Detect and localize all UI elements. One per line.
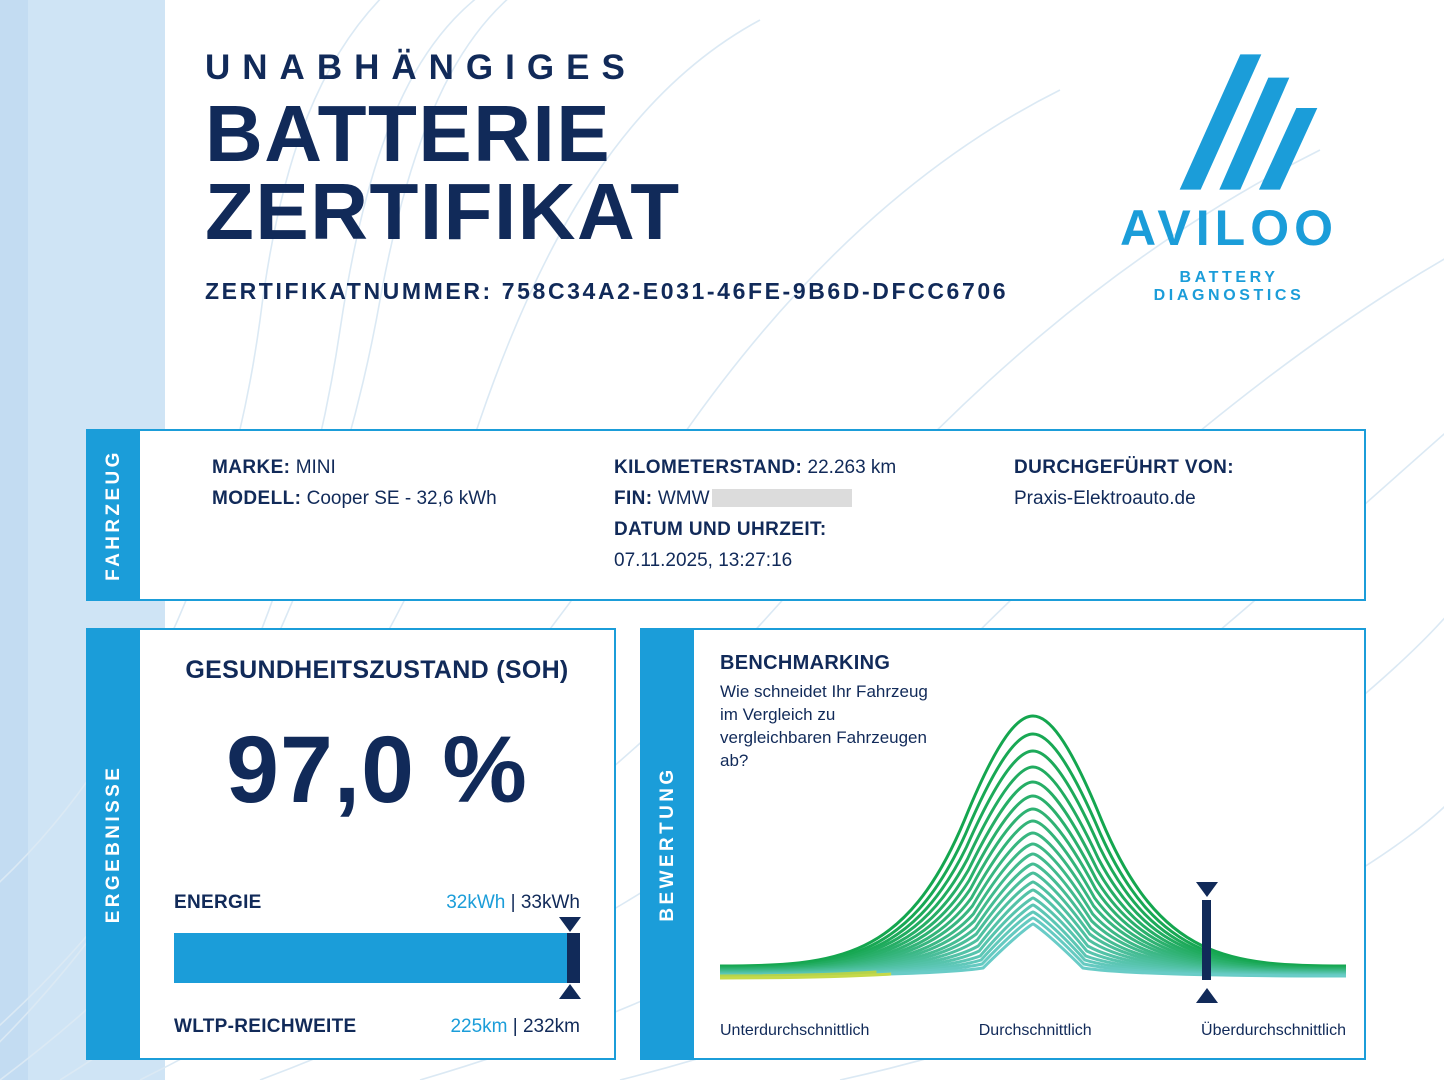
vehicle-odometer-row [614, 457, 896, 479]
vehicle-column-operator [1014, 457, 1234, 510]
vehicle-odometer-label: KILOMETERSTAND: [614, 457, 803, 478]
soh-panel [86, 628, 616, 1060]
energy-metric-row [174, 892, 580, 914]
range-separator: | [512, 1016, 518, 1037]
vehicle-vin-value: WMW [657, 488, 710, 509]
energy-label: ENERGIE [174, 892, 262, 913]
benchmark-axis-right: Überdurchschnittlich [1201, 1022, 1346, 1039]
decorative-left-band-inner [0, 0, 28, 1080]
soh-value: 97,0 % [226, 717, 528, 823]
vehicle-panel-tab-label: FAHRZEUG [103, 449, 124, 581]
page-title-line2: ZERTIFIKAT [205, 167, 681, 257]
vehicle-vin-row [614, 488, 896, 510]
vehicle-vin-label: FIN: [614, 488, 653, 509]
benchmark-heading: BENCHMARKING [720, 652, 891, 674]
vehicle-panel-body [140, 431, 1364, 599]
vehicle-brand-value: MINI [295, 457, 336, 478]
range-marker-icon [559, 984, 581, 999]
energy-bar-fill [174, 933, 580, 983]
benchmark-panel-tab-label: BEWERTUNG [657, 766, 678, 922]
vehicle-column-identity [212, 457, 497, 519]
benchmark-axis-center: Durchschnittlich [978, 1022, 1092, 1039]
soh-panel-body [140, 630, 614, 1058]
aviloo-wordmark: AVILOO [1120, 200, 1338, 256]
header-kicker: UNABHÄNGIGES [205, 48, 637, 87]
benchmark-description: Wie schneidet Ihr Fahrzeug im Vergleich zu vergleichbaren Fahrzeugen ab? [720, 682, 928, 770]
benchmark-axis-labels [720, 1022, 1346, 1040]
vehicle-model-value: Cooper SE - 32,6 kWh [306, 488, 497, 509]
vehicle-model-label: MODELL: [212, 488, 302, 509]
vehicle-performed-by-value: Praxis-Elektroauto.de [1014, 488, 1196, 509]
benchmark-marker-top-icon [1196, 882, 1218, 897]
energy-bar-nominal-cap [567, 933, 580, 983]
range-label: WLTP-REICHWEITE [174, 1016, 357, 1037]
results-panel-tab-label: ERGEBNISSE [103, 764, 124, 924]
benchmark-position-marker [1202, 900, 1211, 980]
vehicle-performed-by-label: DURCHGEFÜHRT VON: [1014, 457, 1235, 478]
vehicle-performed-by-row [1014, 457, 1234, 479]
vehicle-column-usage [614, 457, 896, 572]
benchmark-panel-body [694, 630, 1364, 1058]
vehicle-datetime-row [614, 519, 896, 541]
energy-separator: | [510, 892, 516, 913]
vehicle-odometer-value: 22.263 km [807, 457, 897, 478]
energy-marker-icon [559, 917, 581, 932]
benchmark-marker-bottom-icon [1196, 988, 1218, 1003]
benchmark-axis-left: Unterdurchschnittlich [720, 1022, 870, 1039]
benchmark-panel [640, 628, 1366, 1060]
energy-bar [174, 933, 580, 983]
certificate-number: ZERTIFIKATNUMMER: 758C34A2-E031-46FE-9B6D-DFCC6706 [205, 277, 1009, 304]
range-metric-row [174, 1016, 580, 1038]
benchmark-panel-tab [642, 630, 694, 1058]
range-nominal-value: 232km [522, 1016, 580, 1037]
energy-nominal-value: 33kWh [520, 892, 580, 913]
vehicle-panel [86, 429, 1366, 601]
vehicle-brand-label: MARKE: [212, 457, 291, 478]
aviloo-logo [1104, 52, 1354, 305]
energy-current-value: 32kWh [446, 892, 506, 913]
energy-values [446, 892, 580, 914]
vehicle-datetime-label: DATUM UND UHRZEIT: [614, 519, 827, 540]
range-values [450, 1016, 580, 1038]
vehicle-datetime-value: 07.11.2025, 13:27:16 [614, 550, 793, 571]
vehicle-brand-row [212, 457, 497, 479]
vehicle-panel-tab [88, 431, 140, 599]
soh-heading: GESUNDHEITSZUSTAND (SOH) [185, 656, 569, 684]
bell-curve-layers [720, 710, 1346, 980]
vehicle-model-row [212, 488, 497, 510]
benchmark-distribution-chart [720, 710, 1346, 980]
range-current-value: 225km [450, 1016, 508, 1037]
vin-redaction-bar [712, 489, 852, 507]
aviloo-tagline: BATTERY DIAGNOSTICS [1153, 269, 1305, 304]
results-panel-tab [88, 630, 140, 1058]
aviloo-mark-icon [1112, 52, 1345, 192]
page-title-line1: BATTERIE [205, 89, 612, 178]
